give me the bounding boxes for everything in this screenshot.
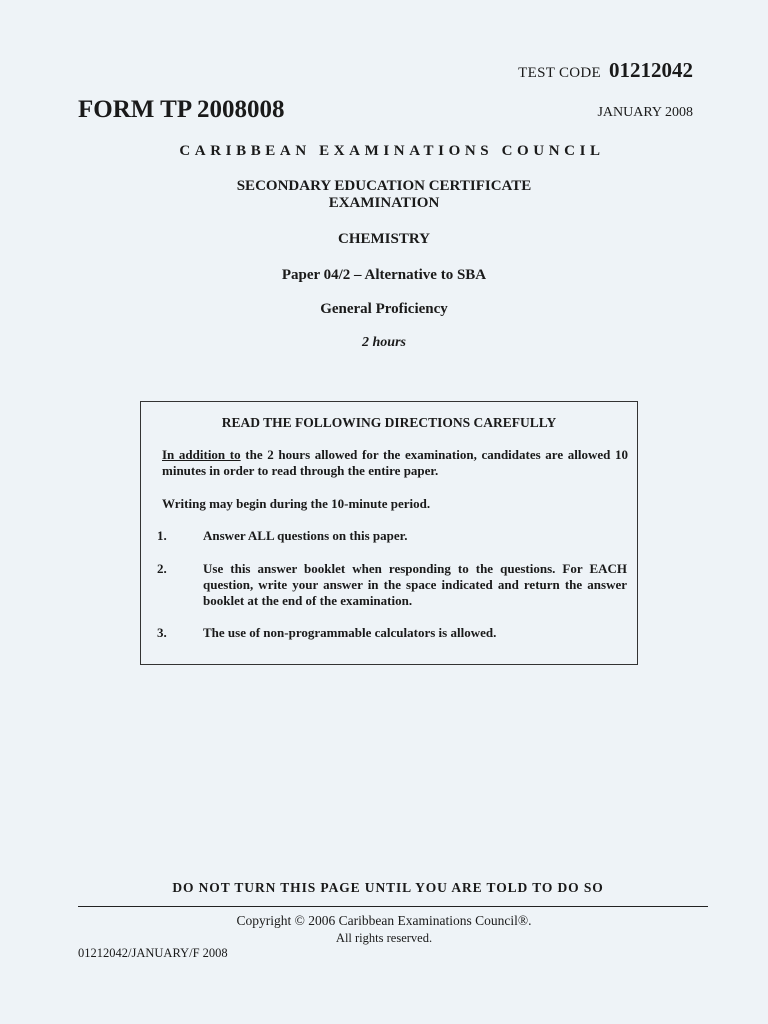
direction-item (157, 625, 627, 641)
certificate-title (0, 178, 768, 212)
footer-divider (78, 906, 708, 907)
direction-item (157, 561, 627, 609)
writing-note: Writing may begin during the 10-minute period. (162, 496, 431, 511)
directions-box (140, 401, 638, 665)
paper-title: Paper 04/2 – Alternative to SBA (281, 267, 487, 283)
council-name: CARIBBEAN EXAMINATIONS COUNCIL (179, 143, 605, 159)
directions-intro-underlined: In addition to (162, 447, 241, 462)
directions-intro (162, 447, 628, 479)
document-code: 01212042/JANUARY/F 2008 (78, 946, 228, 960)
do-not-turn-warning: DO NOT TURN THIS PAGE UNTIL YOU ARE TOLD TO DO SO (172, 880, 604, 895)
certificate-line-2: EXAMINATION (328, 195, 440, 211)
direction-item (157, 528, 627, 544)
exam-duration: 2 hours (362, 335, 406, 350)
exam-date: JANUARY 2008 (597, 105, 693, 120)
subject-title: CHEMISTRY (338, 231, 430, 247)
direction-item-number: 2. (157, 561, 167, 576)
copyright-notice: Copyright © 2006 Caribbean Examinations Council®. (236, 913, 532, 928)
test-code-value: 01212042 (609, 58, 693, 82)
directions-title: READ THE FOLLOWING DIRECTIONS CAREFULLY (221, 415, 557, 430)
direction-item-text: The use of non-programmable calculators is allowed. (203, 625, 497, 640)
form-number: FORM TP 2008008 (78, 96, 285, 123)
proficiency-level: General Proficiency (320, 301, 448, 317)
rights-notice: All rights reserved. (335, 931, 433, 945)
direction-item-text: Use this answer booklet when responding to the questions. For EACH question, write your answer in the space indicated and return the answer booklet at the end of the examination. (203, 561, 627, 608)
direction-item-number: 1. (157, 528, 167, 543)
test-code-label: TEST CODE (518, 65, 601, 81)
direction-item-text: Answer ALL questions on this paper. (203, 528, 408, 543)
certificate-line-1: SECONDARY EDUCATION CERTIFICATE (236, 178, 532, 194)
direction-item-number: 3. (157, 625, 167, 640)
test-code (518, 58, 693, 83)
directions-intro-text: the 2 hours allowed for the examination, candidates are allowed 10 minutes in order to read through the entire paper. (162, 447, 628, 478)
